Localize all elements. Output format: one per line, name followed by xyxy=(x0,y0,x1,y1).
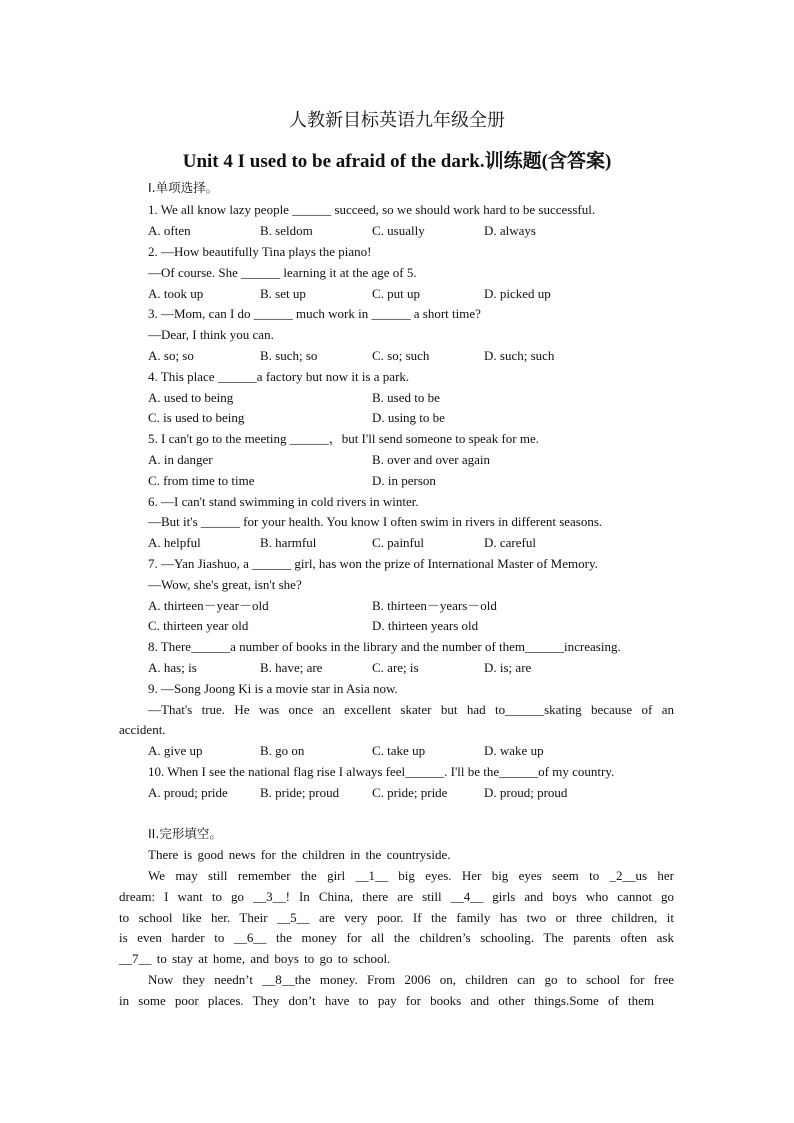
document-title-english: Unit 4 I used to be afraid of the dark.训练题(含答案) xyxy=(182,151,612,172)
question-8-stem: 8. There______a number of books in the library and the number of them______increasing. xyxy=(148,639,621,654)
question-9-option-b: B. go on xyxy=(260,743,305,758)
question-5-option-d: D. in person xyxy=(372,473,436,488)
passage-line: to school like her. Their __5__ are very poor. If the family has two or three children, it xyxy=(119,910,674,925)
passage-line: Now they needn’t __8__the money. From 2006 on, children can go to school for free xyxy=(148,972,674,987)
document-title-chinese: 人教新目标英语九年级全册 xyxy=(289,110,505,131)
question-10-option-c: C. pride; pride xyxy=(372,785,448,800)
question-7-option-c: C. thirteen year old xyxy=(148,618,249,633)
question-7-option-d: D. thirteen years old xyxy=(372,618,479,633)
passage-line: dream: I want to go __3__! In China, there are still __4__ girls and boys who cannot go xyxy=(119,889,674,904)
question-9-option-a: A. give up xyxy=(148,743,203,758)
question-2-option-a: A. took up xyxy=(148,286,204,301)
section-heading-cloze: II.完形填空。 xyxy=(148,826,222,841)
question-10-stem: 10. When I see the national flag rise I always feel______. I'll be the______of my country. xyxy=(148,764,615,779)
question-8-option-d: D. is; are xyxy=(484,660,532,675)
question-2-option-b: B. set up xyxy=(260,286,306,301)
question-8-option-c: C. are; is xyxy=(372,660,419,675)
passage-line: in some poor places. They don’t have to pay for books and other things.Some of them xyxy=(119,993,654,1008)
question-3-stem: 3. —Mom, can I do ______ much work in ______ a short time? xyxy=(148,306,481,321)
question-3-option-c: C. so; such xyxy=(372,348,430,363)
question-3-option-b: B. such; so xyxy=(260,348,318,363)
question-4-option-d: D. using to be xyxy=(372,410,445,425)
question-7-stem: 7. —Yan Jiashuo, a ______ girl, has won the prize of International Master of Memory. xyxy=(148,556,598,571)
question-9-reply: —That's true. He was once an excellent skater but had to______skating because of an xyxy=(148,702,674,717)
question-4-option-c: C. is used to being xyxy=(148,410,245,425)
question-6-stem: 6. —I can't stand swimming in cold rivers in winter. xyxy=(148,494,419,509)
question-4-stem: 4. This place ______a factory but now it is a park. xyxy=(148,369,410,384)
question-1-option-c: C. usually xyxy=(372,223,425,238)
question-10-option-a: A. proud; pride xyxy=(148,785,228,800)
question-7-option-a: A. thirteen－year－old xyxy=(148,598,269,613)
question-1-option-d: D. always xyxy=(484,223,536,238)
passage-line: is even harder to __6__ the money for all the children’s schooling. The parents often ask xyxy=(119,930,674,945)
question-9-option-d: D. wake up xyxy=(484,743,544,758)
question-4-option-a: A. used to being xyxy=(148,390,234,405)
question-6-reply: —But it's ______ for your health. You know I often swim in rivers in different seasons. xyxy=(148,514,603,529)
passage-line: There is good news for the children in the countryside. xyxy=(148,847,451,862)
passage-line: __7__ to stay at home, and boys to go to school. xyxy=(119,951,391,966)
question-9-reply-continued: accident. xyxy=(119,722,166,737)
question-8-option-b: B. have; are xyxy=(260,660,323,675)
question-6-option-c: C. painful xyxy=(372,535,424,550)
question-9-option-c: C. take up xyxy=(372,743,426,758)
section-heading-multiple-choice: I.单项选择。 xyxy=(148,180,219,195)
question-7-reply: —Wow, she's great, isn't she? xyxy=(148,577,302,592)
question-2-option-d: D. picked up xyxy=(484,286,551,301)
question-5-option-b: B. over and over again xyxy=(372,452,491,467)
question-3-reply: —Dear, I think you can. xyxy=(148,327,274,342)
question-5-option-a: A. in danger xyxy=(148,452,213,467)
question-9-stem: 9. —Song Joong Ki is a movie star in Asia now. xyxy=(148,681,398,696)
question-2-reply: —Of course. She ______ learning it at the age of 5. xyxy=(148,265,417,280)
question-3-option-d: D. such; such xyxy=(484,348,555,363)
question-1-option-a: A. often xyxy=(148,223,191,238)
question-1-option-b: B. seldom xyxy=(260,223,313,238)
question-7-option-b: B. thirteen－years－old xyxy=(372,598,497,613)
question-6-option-b: B. harmful xyxy=(260,535,317,550)
question-2-option-c: C. put up xyxy=(372,286,421,301)
question-6-option-d: D. careful xyxy=(484,535,536,550)
question-8-option-a: A. has; is xyxy=(148,660,197,675)
question-2-stem: 2. —How beautifully Tina plays the piano! xyxy=(148,244,372,259)
question-1-stem: 1. We all know lazy people ______ succeed, so we should work hard to be successful. xyxy=(148,202,596,217)
question-6-option-a: A. helpful xyxy=(148,535,201,550)
question-5-stem: 5. I can't go to the meeting ______，but I'll send someone to speak for me. xyxy=(148,431,539,446)
passage-line: We may still remember the girl __1__ big eyes. Her big eyes seem to _2__us her xyxy=(148,868,674,883)
question-10-option-b: B. pride; proud xyxy=(260,785,340,800)
question-3-option-a: A. so; so xyxy=(148,348,194,363)
question-5-option-c: C. from time to time xyxy=(148,473,255,488)
question-10-option-d: D. proud; proud xyxy=(484,785,568,800)
question-4-option-b: B. used to be xyxy=(372,390,440,405)
